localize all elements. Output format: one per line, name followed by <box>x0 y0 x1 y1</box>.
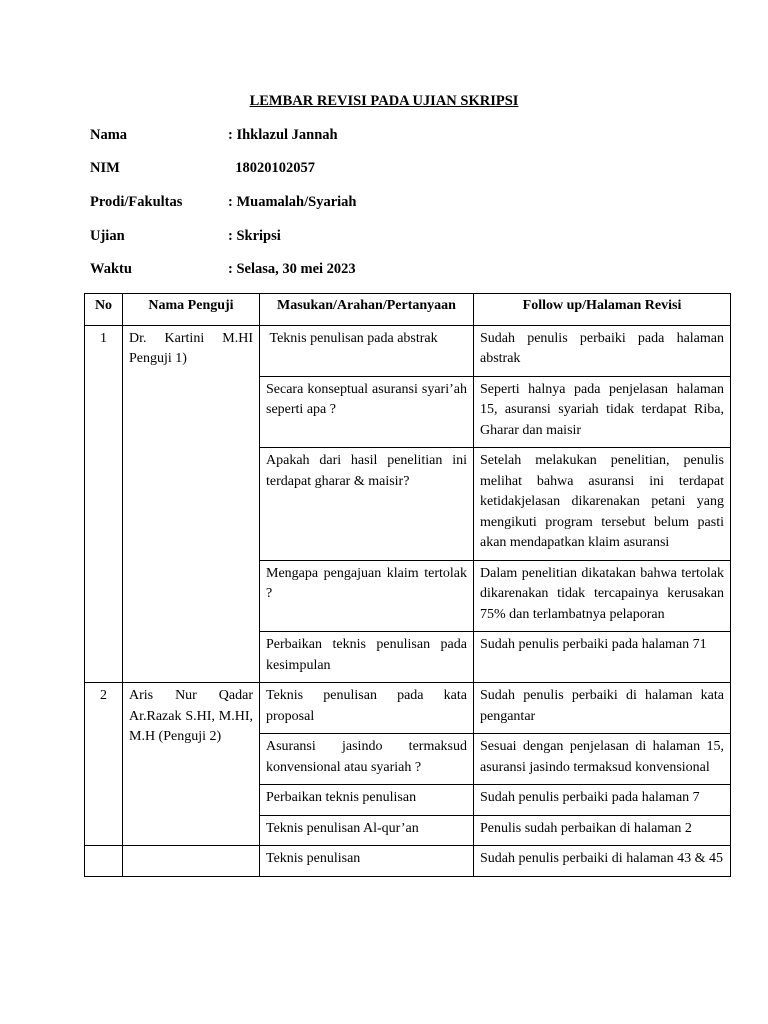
follow-up-cell: Sudah penulis perbaiki di halaman 43 & 45 <box>474 846 731 877</box>
row-number: 2 <box>85 683 123 846</box>
info-label: NIM <box>90 160 120 176</box>
follow-up-cell: Sesuai dengan penjelasan di halaman 15, asuransi jasindo termaksud konvensional <box>474 734 731 785</box>
info-value: : Skripsi <box>228 228 281 244</box>
examiner-name <box>123 846 260 877</box>
table-header-row <box>85 294 731 326</box>
masukan-cell: Teknis penulisan pada kata proposal <box>260 683 474 734</box>
follow-up-cell: Seperti halnya pada penjelasan halaman 15, asuransi syariah tidak terdapat Riba, Gharar dan maisir <box>474 376 731 448</box>
masukan-cell: Asuransi jasindo termaksud konvensional atau syariah ? <box>260 734 474 785</box>
row-number: 1 <box>85 325 123 683</box>
masukan-cell: Apakah dari hasil penelitian ini terdapat gharar & maisir? <box>260 448 474 561</box>
header-no: No <box>85 294 123 326</box>
follow-up-cell: Penulis sudah perbaikan di halaman 2 <box>474 815 731 846</box>
header-follow-up: Follow up/Halaman Revisi <box>474 294 731 326</box>
info-value: : Ihklazul Jannah <box>228 127 338 143</box>
follow-up-cell: Sudah penulis perbaiki pada halaman abstrak <box>474 325 731 376</box>
info-label: Waktu <box>90 261 132 277</box>
info-value: : Muamalah/Syariah <box>228 194 357 210</box>
masukan-cell: Teknis penulisan <box>260 846 474 877</box>
info-label: Ujian <box>90 228 125 244</box>
follow-up-cell: Sudah penulis perbaiki pada halaman 7 <box>474 785 731 816</box>
info-label: Prodi/Fakultas <box>90 194 183 210</box>
info-value: 18020102057 <box>228 160 315 176</box>
masukan-cell: Secara konseptual asuransi syari’ah seperti apa ? <box>260 376 474 448</box>
examiner-name: Aris Nur Qadar Ar.Razak S.HI, M.HI, M.H (Penguji 2) <box>123 683 260 846</box>
follow-up-cell: Sudah penulis perbaiki pada halaman 71 <box>474 632 731 683</box>
header-nama-penguji: Nama Penguji <box>123 294 260 326</box>
table-row <box>85 683 731 734</box>
masukan-cell: Perbaikan teknis penulisan <box>260 785 474 816</box>
info-label: Nama <box>90 127 128 143</box>
follow-up-cell: Setelah melakukan penelitian, penulis melihat bahwa asuransi ini terdapat ketidakjelasan dikarenakan petani yang mengikuti program tersebut belum pasti akan mendapatkan klaim asuransi <box>474 448 731 561</box>
masukan-cell: Mengapa pengajuan klaim tertolak ? <box>260 560 474 632</box>
row-number <box>85 846 123 877</box>
table-row <box>85 846 731 877</box>
examiner-name: Dr. Kartini M.HI Penguji 1) <box>123 325 260 683</box>
masukan-cell: Teknis penulisan Al-qur’an <box>260 815 474 846</box>
table-row <box>85 325 731 376</box>
masukan-cell: Perbaikan teknis penulisan pada kesimpulan <box>260 632 474 683</box>
follow-up-cell: Dalam penelitian dikatakan bahwa tertolak dikarenakan tidak tercapainya kerusakan 75% dan terlambatnya pelaporan <box>474 560 731 632</box>
follow-up-cell: Sudah penulis perbaiki di halaman kata pengantar <box>474 683 731 734</box>
document-title: LEMBAR REVISI PADA UJIAN SKRIPSI <box>249 93 519 109</box>
info-value: : Selasa, 30 mei 2023 <box>228 261 356 277</box>
header-masukan: Masukan/Arahan/Pertanyaan <box>260 294 474 326</box>
revision-table <box>84 293 731 877</box>
masukan-cell: Teknis penulisan pada abstrak <box>260 325 474 376</box>
